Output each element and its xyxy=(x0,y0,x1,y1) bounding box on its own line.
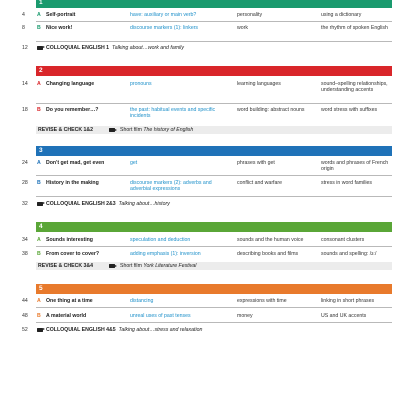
lesson-title: Changing language xyxy=(46,81,95,87)
pronunciation: word stress with suffixes xyxy=(321,107,378,113)
lesson-title: Sounds interesting xyxy=(46,237,93,243)
film-title: The history of English xyxy=(143,127,194,133)
colloquial-desc: Talking about…history xyxy=(118,201,170,207)
page-number: 24 xyxy=(22,160,28,166)
page-number: 38 xyxy=(22,251,28,257)
unit-3-header xyxy=(36,146,392,156)
unit-2-header xyxy=(36,66,392,76)
film-label: Short film xyxy=(120,263,142,269)
revise-label: REVISE & CHECK 1&2 xyxy=(38,127,94,133)
film-title: York Literature Festival xyxy=(143,263,197,269)
revise-check-bar xyxy=(36,126,392,134)
colloquial-desc: Talking about…work and family xyxy=(112,45,184,51)
unit-number: 4 xyxy=(39,223,43,230)
pronunciation: the rhythm of spoken English xyxy=(321,25,388,31)
lesson-letter: A xyxy=(37,12,41,18)
grammar: discourse markers (2): adverbs and adverbial expressions xyxy=(130,180,212,192)
lesson-title: One thing at a time xyxy=(46,298,93,304)
lesson-title: A material world xyxy=(46,313,87,319)
revise-label: REVISE & CHECK 3&4 xyxy=(38,263,94,269)
lesson-title: From cover to cover? xyxy=(46,251,100,257)
vocabulary: describing books and films xyxy=(237,251,299,257)
colloquial-label: COLLOQUIAL ENGLISH 2&3 xyxy=(46,201,116,207)
lesson-letter: A xyxy=(37,81,41,87)
pronunciation: US and UK accents xyxy=(321,313,367,319)
vocabulary: expressions with time xyxy=(237,298,287,304)
unit-number: 2 xyxy=(39,67,43,74)
pronunciation: sounds and spelling: /ɜː/ xyxy=(321,251,377,257)
unit-number: 3 xyxy=(39,147,43,154)
grammar: speculation and deduction xyxy=(130,237,191,243)
grammar: unreal uses of past tenses xyxy=(130,313,191,319)
lesson-title: Self-portrait xyxy=(46,12,76,18)
pronunciation: stress in word families xyxy=(321,180,373,186)
lesson-letter: A xyxy=(37,160,41,166)
page-number: 8 xyxy=(22,25,25,31)
grammar: get xyxy=(130,160,138,166)
page-number: 4 xyxy=(22,12,25,18)
pronunciation: words and phrases of French origin xyxy=(321,160,389,172)
lesson-letter: A xyxy=(37,237,41,243)
unit-1-header xyxy=(36,0,392,8)
pronunciation: consonant clusters xyxy=(321,237,365,243)
page-number: 14 xyxy=(22,81,28,87)
vocabulary: conflict and warfare xyxy=(237,180,282,186)
page-number: 32 xyxy=(22,201,28,207)
vocabulary: personality xyxy=(237,12,263,18)
vocabulary: work xyxy=(237,25,248,31)
lesson-letter: B xyxy=(37,251,41,257)
vocabulary: word building: abstract nouns xyxy=(237,107,305,113)
film-label: Short film xyxy=(120,127,142,133)
lesson-title: Do you remember…? xyxy=(46,107,99,113)
divider xyxy=(36,307,392,308)
colloquial-label: COLLOQUIAL ENGLISH 1 xyxy=(46,45,110,51)
unit-number: 5 xyxy=(39,285,43,292)
video-camera-icon xyxy=(37,46,43,51)
divider xyxy=(36,196,392,197)
divider xyxy=(36,175,392,176)
video-camera-icon xyxy=(109,128,115,133)
pronunciation: sound–spelling relationships, understanding accents xyxy=(321,81,388,93)
vocabulary: sounds and the human voice xyxy=(237,237,304,243)
page-number: 44 xyxy=(22,298,28,304)
video-camera-icon xyxy=(109,264,115,269)
lesson-letter: B xyxy=(37,313,41,319)
lesson-letter: A xyxy=(37,298,41,304)
divider xyxy=(36,322,392,323)
lesson-letter: B xyxy=(37,180,41,186)
unit-5-header xyxy=(36,284,392,294)
lesson-letter: B xyxy=(37,107,41,113)
divider xyxy=(36,246,392,247)
vocabulary: learning languages xyxy=(237,81,281,87)
unit-number: 1 xyxy=(39,0,43,6)
grammar: discourse markers (1): linkers xyxy=(130,25,199,31)
unit-4-header xyxy=(36,222,392,232)
grammar: adding emphasis (1): inversion xyxy=(130,251,201,257)
lesson-title: Don't get mad, get even xyxy=(46,160,105,166)
page-number: 48 xyxy=(22,313,28,319)
grammar: pronouns xyxy=(130,81,152,87)
page-number: 52 xyxy=(22,327,28,333)
pronunciation: using a dictionary xyxy=(321,12,362,18)
divider xyxy=(36,103,392,104)
page-number: 18 xyxy=(22,107,28,113)
lesson-title: Nice work! xyxy=(46,25,73,31)
page-number: 28 xyxy=(22,180,28,186)
lesson-title: History in the making xyxy=(46,180,99,186)
video-camera-icon xyxy=(37,328,43,333)
lesson-letter: B xyxy=(37,25,41,31)
grammar: the past: habitual events and specific incidents xyxy=(130,107,216,119)
colloquial-desc: Talking about…stress and relaxation xyxy=(118,327,203,333)
grammar: distancing xyxy=(130,298,154,304)
page-number: 34 xyxy=(22,237,28,243)
divider xyxy=(36,21,392,22)
video-camera-icon xyxy=(37,202,43,207)
divider xyxy=(36,41,392,42)
vocabulary: money xyxy=(237,313,253,319)
vocabulary: phrases with get xyxy=(237,160,275,166)
revise-check-bar xyxy=(36,262,392,270)
page-number: 12 xyxy=(22,45,28,51)
grammar: have: auxiliary or main verb? xyxy=(130,12,197,18)
colloquial-label: COLLOQUIAL ENGLISH 4&5 xyxy=(46,327,116,333)
pronunciation: linking in short phrases xyxy=(321,298,375,304)
